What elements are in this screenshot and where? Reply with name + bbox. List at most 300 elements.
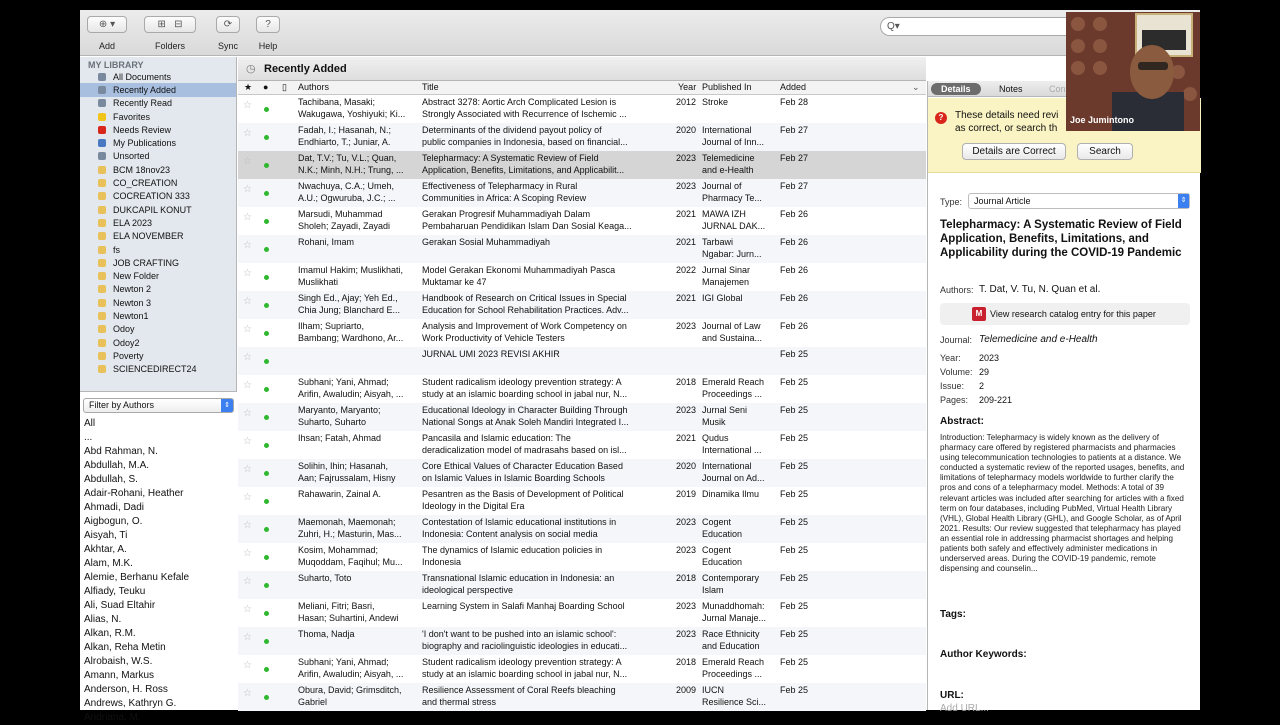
author-filter-item[interactable]: Akhtar, A.: [84, 544, 127, 555]
author-filter-pane: [80, 391, 237, 723]
year-value[interactable]: 2023: [979, 353, 1000, 363]
favorite-star-icon[interactable]: ☆: [243, 128, 252, 139]
cell-pub: Stroke: [702, 97, 729, 107]
cell-authors: Ihsan; Fatah, Ahmad: [298, 433, 382, 443]
cell-pub: Contemporary Islam: [702, 573, 760, 595]
cell-year: 2020: [675, 461, 696, 471]
cell-added: Feb 26: [780, 293, 809, 303]
cell-title: Gerakan Progresif Muhammadiyah Dalam Pembaharuan Pendidikan Islam Dan Sosial Keaga...: [422, 209, 632, 231]
cell-year: 2022: [675, 265, 696, 275]
folder-icon: [98, 206, 106, 214]
favorite-star-icon[interactable]: ☆: [243, 408, 252, 419]
cell-pub: IGI Global: [702, 293, 743, 303]
cell-authors: Rahawarin, Zainal A.: [298, 489, 382, 499]
unread-dot-icon[interactable]: [264, 191, 269, 196]
table-row[interactable]: [238, 459, 926, 487]
sidebar-item[interactable]: CO_CREATION: [80, 176, 236, 189]
table-row[interactable]: [238, 599, 926, 627]
sidebar-item[interactable]: All Documents: [80, 70, 236, 83]
cell-added: Feb 26: [780, 321, 809, 331]
cell-authors: Ilham; Supriarto, Bambang; Wardhono, Ar...: [298, 321, 404, 343]
sidebar-item[interactable]: BCM 18nov23: [80, 163, 236, 176]
cell-pub: Emerald Reach Proceedings ...: [702, 657, 765, 679]
cell-year: 2023: [675, 181, 696, 191]
sidebar-item[interactable]: ELA NOVEMBER: [80, 230, 236, 243]
favorite-star-icon[interactable]: ☆: [243, 576, 252, 587]
journal-value[interactable]: Telemedicine and e-Health: [979, 334, 1098, 345]
table-row[interactable]: [238, 515, 926, 543]
favorite-star-icon[interactable]: ☆: [243, 240, 252, 251]
webcam-overlay: [1066, 12, 1200, 131]
favorite-star-icon[interactable]: ☆: [243, 324, 252, 335]
pages-value[interactable]: 209-221: [979, 395, 1013, 405]
cell-title: The dynamics of Islamic education policies in Indonesia: [422, 545, 603, 567]
cell-title: Telepharmacy: A Systematic Review of Field Application, Benefits, Limitations, and Applicabilit...: [422, 153, 625, 175]
book-icon: [98, 99, 106, 107]
sidebar-item[interactable]: DUKCAPIL KONUT: [80, 203, 236, 216]
cell-title: Determinants of the dividend payout policy of public companies in Indonesia, based on financial...: [422, 125, 628, 147]
cell-pub: International Journal on Ad...: [702, 461, 765, 483]
cell-year: 2023: [675, 517, 696, 527]
folder-icon: [98, 352, 106, 360]
cell-added: Feb 25: [780, 657, 809, 667]
unread-dot-icon[interactable]: [264, 387, 269, 392]
cell-added: Feb 26: [780, 265, 809, 275]
author-filter-item[interactable]: Ali, Suad Eltahir: [84, 600, 156, 611]
sidebar-item[interactable]: COCREATION 333: [80, 190, 236, 203]
unread-dot-icon[interactable]: [264, 527, 269, 532]
cell-added: Feb 25: [780, 685, 809, 695]
cell-added: Feb 27: [780, 153, 809, 163]
unread-dot-icon[interactable]: [264, 639, 269, 644]
cell-pub: International Journal of Inn...: [702, 125, 765, 147]
favorite-star-icon[interactable]: ☆: [243, 268, 252, 279]
tab-contents[interactable]: Con: [1049, 84, 1066, 94]
unread-dot-icon[interactable]: [264, 695, 269, 700]
author-filter-item[interactable]: Aigbogun, O.: [84, 516, 143, 527]
favorite-star-icon[interactable]: ☆: [243, 520, 252, 531]
unread-dot-icon[interactable]: [264, 415, 269, 420]
unread-dot-icon[interactable]: [264, 331, 269, 336]
cell-authors: Subhani; Yani, Ahmad; Arifin, Awaludin; Aisyah, ...: [298, 377, 404, 399]
cell-pub: Journal of Law and Sustaina...: [702, 321, 763, 343]
cell-pub: MAWA IZH JURNAL DAK...: [702, 209, 766, 231]
cell-pub: IUCN Resilience Sci...: [702, 685, 767, 707]
person-icon: [98, 139, 106, 147]
cell-year: 2020: [675, 125, 696, 135]
folder-icon: [98, 259, 106, 267]
author-filter-item[interactable]: Alrobaish, W.S.: [84, 656, 153, 667]
mendeley-logo-icon: M: [972, 307, 986, 321]
sidebar-item[interactable]: New Folder: [80, 269, 236, 282]
participant-name: Joe Jumintono: [1070, 115, 1135, 125]
column-authors[interactable]: Authors: [298, 82, 330, 92]
tags-label: Tags:: [940, 609, 966, 620]
url-input[interactable]: Add URL...: [940, 703, 989, 714]
sidebar-item[interactable]: Newton1: [80, 309, 236, 322]
cell-year: 2018: [675, 657, 696, 667]
author-list: [80, 417, 237, 725]
cell-added: Feb 25: [780, 377, 809, 387]
cell-added: Feb 27: [780, 181, 809, 191]
help-icon: ?: [256, 16, 280, 33]
unread-dot-icon[interactable]: [264, 611, 269, 616]
favorite-star-icon[interactable]: ☆: [243, 464, 252, 475]
cell-year: 2021: [675, 237, 696, 247]
folder-icons: ⊞ ⊟: [144, 16, 196, 33]
cell-pub: Emerald Reach Proceedings ...: [702, 377, 765, 399]
cell-title: Resilience Assessment of Coral Reefs bleaching and thermal stress: [422, 685, 616, 707]
review-warning: ? These details need revi as correct, or search th Details are Correct Search: [928, 98, 1201, 173]
sidebar-item[interactable]: fs: [80, 243, 236, 256]
keywords-label: Author Keywords:: [940, 649, 1027, 660]
favorite-star-icon[interactable]: ☆: [243, 156, 252, 167]
cell-added: Feb 25: [780, 517, 809, 527]
cell-title: Abstract 3278: Aortic Arch Complicated Lesion is Strongly Associated with Recurrence of Ischemic ...: [422, 97, 627, 119]
details-correct-button[interactable]: Details are Correct: [962, 143, 1066, 160]
folder-icon: [98, 325, 106, 333]
cell-year: 2021: [675, 209, 696, 219]
chevron-updown-icon: ⇕: [1178, 194, 1189, 208]
cell-added: Feb 25: [780, 629, 809, 639]
cell-title: Pancasila and Islamic education: The deradicalization model of madrasahs based on isl...: [422, 433, 627, 455]
cell-authors: Dat, T.V.; Tu, V.L.; Quan, N.K.; Minh, N.H.; Trung, ...: [298, 153, 404, 175]
cell-year: 2023: [675, 153, 696, 163]
cell-title: Transnational Islamic education in Indonesia: an ideological perspective: [422, 573, 615, 595]
cell-added: Feb 25: [780, 405, 809, 415]
table-row[interactable]: [238, 431, 926, 459]
cell-authors: Meliani, Fitri; Basri, Hasan; Suhartini, Andewi: [298, 601, 399, 623]
cell-year: 2018: [675, 573, 696, 583]
cell-title: Handbook of Research on Critical Issues in Special Education for School Rehabilitation Practices. Adv...: [422, 293, 629, 315]
cell-added: Feb 26: [780, 237, 809, 247]
sidebar-item[interactable]: Odoy: [80, 323, 236, 336]
unread-dot-icon[interactable]: [264, 583, 269, 588]
cell-year: 2021: [675, 433, 696, 443]
cell-added: Feb 25: [780, 545, 809, 555]
author-filter-item[interactable]: Anderson, H. Ross: [84, 684, 168, 695]
cell-pub: Munaddhomah: Jurnal Manaje...: [702, 601, 767, 623]
cell-pub: Cogent Education: [702, 517, 743, 539]
cell-year: 2023: [675, 601, 696, 611]
cell-year: 2021: [675, 293, 696, 303]
sidebar-item[interactable]: Poverty: [80, 349, 236, 362]
volume-value[interactable]: 29: [979, 367, 990, 377]
cell-authors: Solihin, Ihin; Hasanah, Aan; Fajrussalam, Hisny: [298, 461, 396, 483]
cell-title: Student radicalism ideology prevention strategy: A study at an islamic boarding school in jabal nur, N...: [422, 657, 628, 679]
unread-dot-icon[interactable]: [264, 499, 269, 504]
cell-year: 2023: [675, 321, 696, 331]
abstract-label: Abstract:: [940, 416, 984, 427]
favorite-star-icon[interactable]: ☆: [243, 604, 252, 615]
cell-authors: Fadah, I.; Hasanah, N.; Endhiarto, T.; Juniar, A.: [298, 125, 392, 147]
type-select[interactable]: Journal Article ⇕: [968, 193, 1190, 209]
table-row[interactable]: [238, 347, 926, 375]
cell-pub: Telemedicine and e-Health: [702, 153, 755, 175]
favorite-column-icon[interactable]: ★: [244, 82, 253, 92]
cell-authors: Singh Ed., Ajay; Yeh Ed., Chia Jung; Blanchard E...: [298, 293, 401, 315]
folder-icon: [98, 192, 106, 200]
author-filter-item[interactable]: Alias, N.: [84, 614, 122, 625]
unread-dot-icon[interactable]: [264, 443, 269, 448]
cell-year: 2018: [675, 377, 696, 387]
url-label: URL:: [940, 690, 964, 701]
table-row[interactable]: [238, 375, 926, 403]
favorite-star-icon[interactable]: ☆: [243, 548, 252, 559]
sidebar-item[interactable]: Odoy2: [80, 336, 236, 349]
cell-title: Core Ethical Values of Character Education Based on Islamic Values in Islamic Boarding Schools: [422, 461, 623, 483]
search-details-button[interactable]: Search: [1077, 143, 1133, 160]
cell-year: 2012: [675, 97, 696, 107]
document-title[interactable]: Telepharmacy: A Systematic Review of Field Application, Benefits, Limitations, and Applicability during the COVID-19 Pandemic: [940, 219, 1182, 259]
cell-title: 'I don't want to be pushed into an islamic school': biography and raciolinguistic ideologies in educati...: [422, 629, 628, 651]
cell-title: JURNAL UMI 2023 REVISI AKHIR: [422, 349, 560, 359]
unread-dot-icon[interactable]: [264, 275, 269, 280]
cell-year: 2023: [675, 629, 696, 639]
table-row[interactable]: [238, 263, 926, 291]
sidebar-item[interactable]: Recently Read: [80, 97, 236, 110]
table-row[interactable]: [238, 319, 926, 347]
cell-title: Student radicalism ideology prevention strategy: A study at an islamic boarding school in jabal nur, N...: [422, 377, 628, 399]
folder-icon: [98, 232, 106, 240]
cell-authors: Subhani; Yani, Ahmad; Arifin, Awaludin; Aisyah, ...: [298, 657, 404, 679]
cell-added: Feb 25: [780, 461, 809, 471]
column-published-in[interactable]: Published In: [702, 82, 752, 92]
table-row[interactable]: [238, 291, 926, 319]
folder-icon: [98, 179, 106, 187]
column-title[interactable]: Title: [422, 82, 439, 92]
list-title-bar: ◷ Recently Added: [238, 57, 926, 81]
issue-value[interactable]: 2: [979, 381, 985, 391]
chevron-down-icon[interactable]: ⌄: [912, 82, 920, 92]
favorite-star-icon[interactable]: ☆: [243, 688, 252, 699]
sidebar-item[interactable]: JOB CRAFTING: [80, 256, 236, 269]
folder-icon: [98, 219, 106, 227]
cell-authors: Imamul Hakim; Muslikhati, Muslikhati: [298, 265, 404, 287]
cell-pub: Qudus International ...: [702, 433, 762, 455]
author-filter-item[interactable]: Abdullah, S.: [84, 474, 138, 485]
document-list: [238, 95, 926, 710]
cell-added: Feb 27: [780, 125, 809, 135]
favorite-star-icon[interactable]: ☆: [243, 660, 252, 671]
author-filter-item[interactable]: Abdullah, M.A.: [84, 460, 150, 471]
collection-list: [80, 70, 236, 376]
cell-authors: Nwachuya, C.A.; Umeh, A.U.; Ogwuruba, J.C.; ...: [298, 181, 396, 203]
favorite-star-icon[interactable]: ☆: [243, 436, 252, 447]
author-filter-item[interactable]: Ahmadi, Dadi: [84, 502, 145, 513]
abstract-text[interactable]: Introduction: Telepharmacy is widely known as the delivery of pharmacy care offered by registered pharmacists and pharmacies using telecommunication technologies to patients at a distance. We conducted a systematic review of the reported usages, benefits, and limitations of telepharmacy models worldwide to further clarify the pros and cons of a telepharmacy model. Methods: A total of 39 relevant articles was included after searching for articles with a fixed term on four databases, including PubMed, Virtual Health Library (VHL), Global Health Library (GHL), and Google Scholar, as of April 2021. Results: Our review suggested that telepharmacy has played an essential role in addressing pharmacist shortages and helping patients both safely and effectively administer medications in underserved areas. During the COVID-19 pandemic, remote dispensing and counselin...: [940, 433, 1185, 574]
favorite-star-icon[interactable]: ☆: [243, 296, 252, 307]
details-pane: Details Notes Con ? These details need revi as correct, or search th Details are Correct Search Type: Journal Article ⇕ Telepharmacy: A Systematic Review of Field Application, Benefits, Limitations, and Applicability during the COVID-19 Pandemic Authors: T. Dat, V. Tu, N. Quan et al. M View research catalog entry for this paper Journal: Telemedicine and e-Health Year: 2023 Volume: 29 Issue: 2 Pages: 209-221 Abstract: Introduction: Telepharmacy is widely known as the delivery of pharmacy care offered by registered pharmacists and pharmacies using telecommunication technologies to patients at a distance. We conducted a systematic review of the reported usages, benefits, and limitations of telepharmacy models worldwide to further clarify the pros and cons of a telepharmacy model. Methods: A total of 39 relevant articles was included after searching for articles with a fixed term on four databases, including PubMed, Virtual Health Library (VHL), Global Health Library (GHL), and Google Scholar, as of April 2021. Results: Our review suggested that telepharmacy has played an essential role in addressing pharmacist shortages and helping patients both safely and effectively administer medications in underserved areas. During the COVID-19 pandemic, remote dispensing and counselin... Tags: Author Keywords: URL: Add URL...: [927, 81, 1200, 710]
cell-authors: Thoma, Nadja: [298, 629, 355, 639]
favorite-star-icon[interactable]: ☆: [243, 632, 252, 643]
unread-dot-icon[interactable]: [264, 247, 269, 252]
cell-year: 2023: [675, 545, 696, 555]
clock-icon: ◷: [246, 63, 256, 75]
cell-authors: Marsudi, Muhammad Sholeh; Zayadi, Zayadi: [298, 209, 391, 231]
cell-title: Contestation of Islamic educational institutions in Indonesia: Content analysis on social media: [422, 517, 617, 539]
clock-icon: [98, 86, 106, 94]
toolbar: [80, 10, 1200, 56]
author-filter-item[interactable]: All: [84, 418, 96, 429]
cell-pub: Jurnal Seni Musik: [702, 405, 748, 427]
cell-title: Analysis and Improvement of Work Competency on Work Productivity of Vehicle Testers: [422, 321, 627, 343]
cell-added: Feb 25: [780, 601, 809, 611]
sync-icon: ⟳: [216, 16, 240, 33]
folder-icon: [98, 246, 106, 254]
cell-title: Effectiveness of Telepharmacy in Rural Communities in Africa: A Scoping Review: [422, 181, 587, 203]
cell-pub: Jurnal Sinar Manajemen: [702, 265, 751, 287]
sidebar-item[interactable]: SCIENCEDIRECT24: [80, 363, 236, 376]
cell-authors: Maemonah, Maemonah; Zuhri, H.; Masturin, Mas...: [298, 517, 402, 539]
read-status-column-icon[interactable]: ●: [263, 82, 269, 92]
author-filter-item[interactable]: Adair-Rohani, Heather: [84, 488, 184, 499]
sidebar-item[interactable]: Recently Added: [80, 83, 236, 96]
unread-dot-icon[interactable]: [264, 359, 269, 364]
table-row[interactable]: [238, 123, 926, 151]
author-filter-item[interactable]: Amann, Markus: [84, 670, 155, 681]
unread-dot-icon[interactable]: [264, 555, 269, 560]
table-row[interactable]: [238, 403, 926, 431]
table-row[interactable]: [238, 683, 926, 711]
cell-added: Feb 28: [780, 97, 809, 107]
folders-button[interactable]: ⊞ ⊟ Folders: [144, 16, 196, 51]
author-filter-item[interactable]: Abd Rahman, N.: [84, 446, 158, 457]
catalog-entry-button[interactable]: M View research catalog entry for this paper: [940, 303, 1190, 325]
favorite-star-icon[interactable]: ☆: [243, 492, 252, 503]
cell-title: Model Gerakan Ekonomi Muhammadiyah Pasca Muktamar ke 47: [422, 265, 616, 287]
folder-icon: [98, 166, 106, 174]
cell-title: Pesantren as the Basis of Development of Political Ideology in the Digital Era: [422, 489, 624, 511]
document-column-icon[interactable]: ▯: [282, 82, 287, 92]
favorite-star-icon[interactable]: ☆: [243, 380, 252, 391]
cell-pub: Cogent Education: [702, 545, 743, 567]
column-header: [238, 81, 926, 95]
favorite-star-icon[interactable]: ☆: [243, 212, 252, 223]
cell-pub: Tarbawi Ngabar: Jurn...: [702, 237, 762, 259]
cell-title: Educational Ideology in Character Building Through National Songs at Anak Soleh Mandiri Integrated I...: [422, 405, 629, 427]
author-filter-item[interactable]: Alkan, R.M.: [84, 628, 136, 639]
cell-added: Feb 25: [780, 489, 809, 499]
sync-button[interactable]: ⟳ Sync: [216, 16, 240, 51]
sidebar-item[interactable]: Newton 2: [80, 283, 236, 296]
search-input[interactable]: [880, 17, 1080, 36]
unread-dot-icon[interactable]: [264, 135, 269, 140]
library-icon: [98, 73, 106, 81]
folder-icon: [98, 272, 106, 280]
table-row[interactable]: [238, 487, 926, 515]
cell-authors: Tachibana, Masaki; Wakugawa, Yoshiyuki; Ki...: [298, 97, 406, 119]
folder-icon: [98, 365, 106, 373]
column-added[interactable]: Added: [780, 82, 807, 92]
cell-added: Feb 25: [780, 349, 809, 359]
add-button[interactable]: ⊕ ▾ Add: [86, 16, 128, 51]
cell-year: 2023: [675, 405, 696, 415]
table-row[interactable]: [238, 235, 926, 263]
cell-authors: Suharto, Toto: [298, 573, 352, 583]
sidebar-item[interactable]: Needs Review: [80, 123, 236, 136]
folder-icon: [98, 285, 106, 293]
cell-added: Feb 26: [780, 209, 809, 219]
cell-authors: Obura, David; Grimsditch, Gabriel: [298, 685, 402, 707]
add-document-icon: ⊕ ▾: [87, 16, 127, 33]
cell-pub: Race Ethnicity and Education: [702, 629, 760, 651]
cell-authors: Rohani, Imam: [298, 237, 355, 247]
unread-dot-icon[interactable]: [264, 471, 269, 476]
sidebar-item[interactable]: Favorites: [80, 110, 236, 123]
table-row[interactable]: [238, 95, 926, 123]
unread-dot-icon[interactable]: [264, 303, 269, 308]
cell-authors: Kosim, Mohammad; Muqoddam, Faqihul; Mu...: [298, 545, 403, 567]
unread-dot-icon[interactable]: [264, 107, 269, 112]
cell-authors: Maryanto, Maryanto; Suharto, Suharto: [298, 405, 381, 427]
column-year[interactable]: Year: [678, 82, 697, 92]
table-row[interactable]: [238, 207, 926, 235]
cell-year: 2009: [675, 685, 696, 695]
folder-icon: [98, 339, 106, 347]
tray-icon: [98, 152, 106, 160]
author-filter-item[interactable]: Andrews, Kathryn G.: [84, 698, 177, 709]
cell-year: 2019: [675, 489, 696, 499]
sidebar-item[interactable]: Unsorted: [80, 150, 236, 163]
filter-select[interactable]: Filter by Authors ⇕: [83, 398, 234, 413]
table-row[interactable]: [238, 571, 926, 599]
table-row[interactable]: [238, 151, 926, 179]
cell-title: Learning System in Salafi Manhaj Boarding School: [422, 601, 625, 611]
favorite-star-icon[interactable]: ☆: [243, 352, 252, 363]
tab-notes[interactable]: Notes: [999, 84, 1023, 94]
unread-dot-icon[interactable]: [264, 219, 269, 224]
author-filter-item[interactable]: Alam, M.K.: [84, 558, 133, 569]
cell-title: Gerakan Sosial Muhammadiyah: [422, 237, 551, 247]
author-filter-item[interactable]: Andriana, M.: [84, 712, 141, 723]
help-button[interactable]: ? Help: [255, 16, 281, 51]
table-row[interactable]: [238, 627, 926, 655]
unread-dot-icon[interactable]: [264, 163, 269, 168]
alert-icon: [98, 126, 106, 134]
sidebar-item[interactable]: Newton 3: [80, 296, 236, 309]
cell-pub: Dinamika Ilmu: [702, 489, 760, 499]
mendeley-window: [80, 10, 1200, 723]
unread-dot-icon[interactable]: [264, 667, 269, 672]
folder-icon: [98, 312, 106, 320]
author-filter-item[interactable]: Alemie, Berhanu Kefale: [84, 572, 190, 583]
table-row[interactable]: [238, 179, 926, 207]
alert-icon: ?: [935, 112, 947, 124]
author-filter-item[interactable]: Alfiady, Teuku: [84, 586, 146, 597]
webcam-feed: [1066, 12, 1200, 131]
cell-added: Feb 25: [780, 433, 809, 443]
tab-details[interactable]: Details: [931, 83, 981, 95]
table-row[interactable]: [238, 543, 926, 571]
sidebar-item[interactable]: My Publications: [80, 136, 236, 149]
search-icon: Q▾: [887, 21, 900, 32]
chevron-updown-icon: ⇕: [221, 399, 233, 412]
star-icon: [98, 113, 106, 121]
favorite-star-icon[interactable]: ☆: [243, 100, 252, 111]
table-row[interactable]: [238, 655, 926, 683]
author-filter-item[interactable]: ...: [84, 432, 93, 443]
sidebar-item[interactable]: ELA 2023: [80, 216, 236, 229]
author-filter-item[interactable]: Aisyah, Ti: [84, 530, 128, 541]
folder-icon: [98, 299, 106, 307]
favorite-star-icon[interactable]: ☆: [243, 184, 252, 195]
cell-added: Feb 25: [780, 573, 809, 583]
library-header: MY LIBRARY: [88, 60, 144, 70]
author-filter-item[interactable]: Alkan, Reha Metin: [84, 642, 166, 653]
authors-value[interactable]: T. Dat, V. Tu, N. Quan et al.: [979, 284, 1101, 295]
cell-pub: Journal of Pharmacy Te...: [702, 181, 762, 203]
